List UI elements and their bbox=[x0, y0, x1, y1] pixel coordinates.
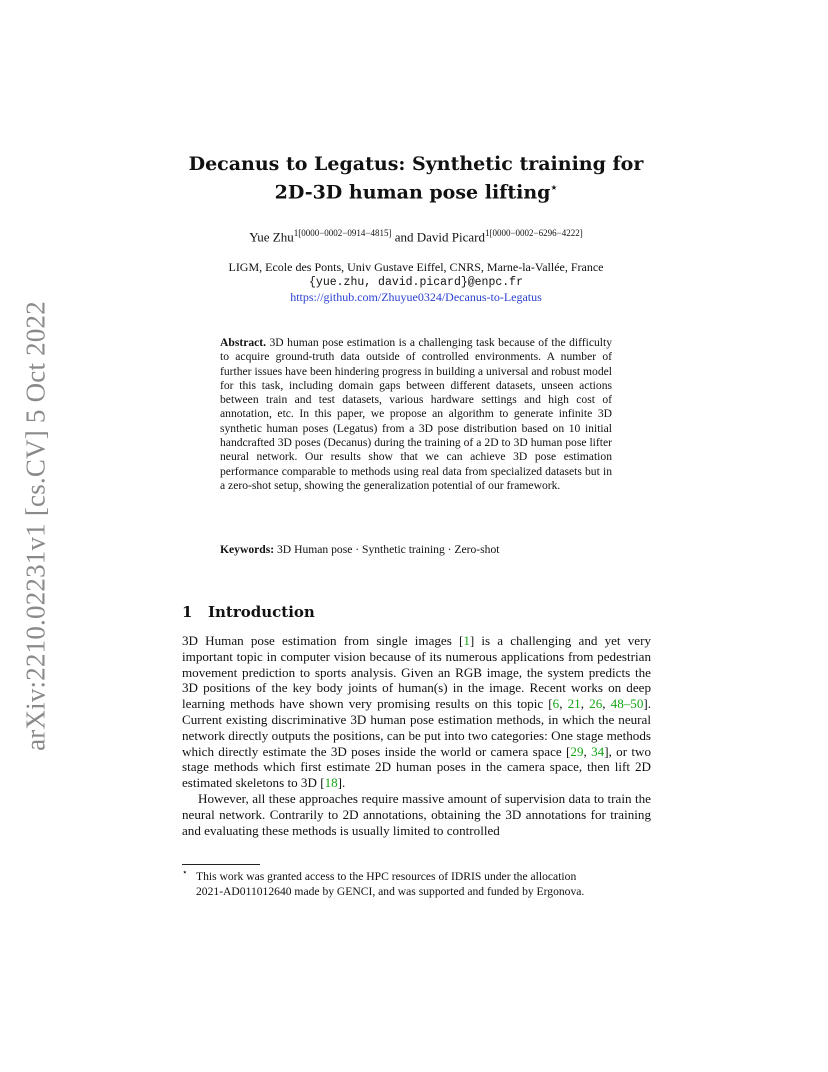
author-1: Yue Zhu bbox=[249, 229, 294, 245]
author-list bbox=[130, 228, 702, 245]
author-conj: and bbox=[391, 229, 417, 245]
section-number: 1 bbox=[182, 603, 193, 621]
footnote-text-1: This work was granted access to the HPC resources of IDRIS under the allocation bbox=[196, 870, 577, 883]
text-run: , bbox=[559, 696, 568, 712]
keywords-text: 3D Human pose · Synthetic training · Zero-shot bbox=[274, 543, 500, 556]
text-run: , bbox=[583, 743, 592, 759]
text-run: ] is a challenging and yet very important topic in computer vision because of its numerous applications from pedestrian movement prediction to sports analysis. Given an RGB image, the system predicts the 3D positions of the key body joints of human(s) in the image. Recent works on deep learning methods have shown very promising results on this topic [ bbox=[182, 633, 651, 712]
footnote-rule bbox=[182, 864, 260, 865]
abstract bbox=[220, 336, 612, 493]
footnote-line-1: ⋆ This work was granted access to the HPC resources of IDRIS under the allocation bbox=[182, 867, 577, 883]
title-line-2 bbox=[160, 176, 672, 204]
text-run: ]. Current existing discriminative 3D human pose estimation methods, in which the neural network directly outputs the positions, can be put into two categories: One stage methods which directly estimate the 3D poses inside the world or camera space [ bbox=[182, 696, 652, 759]
text-run: ]. bbox=[337, 775, 346, 791]
github-link[interactable]: https://github.com/Zhuyue0324/Decanus-to-Legatus bbox=[290, 290, 542, 304]
text-run: , bbox=[580, 696, 590, 712]
text-run: 3D Human pose estimation from single images [ bbox=[182, 633, 464, 648]
title-line-1: Decanus to Legatus: Synthetic training for bbox=[188, 153, 644, 175]
citation-link[interactable]: 18 bbox=[324, 775, 338, 791]
section-title: Introduction bbox=[208, 603, 315, 621]
introduction-body bbox=[182, 633, 651, 838]
arxiv-sidebar-stamp bbox=[16, 296, 56, 756]
citation-link[interactable]: 34 bbox=[591, 743, 605, 759]
author-1-orcid: 1[0000−0002−0914−4815] bbox=[293, 228, 392, 238]
title-star: ⋆ bbox=[550, 181, 558, 194]
footnote-line-2: 2021-AD011012640 made by GENCI, and was supported and funded by Ergonova. bbox=[196, 885, 585, 898]
citation-link[interactable]: 1 bbox=[463, 633, 470, 648]
affiliation-block bbox=[150, 260, 682, 305]
intro-paragraph-2: However, all these approaches require massive amount of supervision data to train the neural network. Contrarily to 2D annotations, obtaining the 3D annotations for training and evaluating these methods is usually limited to controlled bbox=[182, 790, 651, 838]
author-2-orcid: 1[0000−0002−6296−4222] bbox=[484, 228, 583, 238]
title-line-2-text: 2D-3D human pose lifting bbox=[274, 181, 551, 204]
abstract-label: Abstract. bbox=[220, 336, 267, 349]
keywords bbox=[220, 543, 612, 556]
citation-link[interactable]: 6 bbox=[552, 696, 560, 712]
author-emails: {yue.zhu, david.picard}@enpc.fr bbox=[309, 276, 523, 289]
citation-link[interactable]: 26 bbox=[589, 696, 603, 712]
citation-link[interactable]: 48–50 bbox=[610, 696, 644, 712]
text-run: ], or two stage methods which first estimate 2D human poses in the camera space, then lift 2D estimated skeletons to 3D [ bbox=[182, 743, 652, 791]
footnote bbox=[182, 869, 651, 899]
abstract-text: 3D human pose estimation is a challenging task because of the difficulty to acquire ground-truth data outside of controlled environments. A number of further issues have been hindering progress in building a universal and robust model for this task, including domain gaps between different datasets, unseen actions between train and test datasets, various hardware settings and high cost of annotation, etc. In this paper, we propose an algorithm to generate infinite 3D synthetic human poses (Legatus) from a 3D pose distribution based on 10 initial handcrafted 3D poses (Decanus) during the training of a 2D to 3D human pose lifter neural network. Our results show that we can achieve 3D pose estimation performance comparable to methods using real data from specialized datasets but in a zero-shot setup, showing the generalization potential of our framework. bbox=[220, 336, 612, 492]
arxiv-id: arXiv:2210.02231v1 [cs.CV] 5 Oct 2022 bbox=[20, 301, 51, 751]
text-run: , bbox=[602, 696, 611, 712]
paper-title bbox=[160, 152, 672, 204]
author-2: David Picard bbox=[416, 229, 485, 245]
affiliation-line: LIGM, Ecole des Ponts, Univ Gustave Eiffel, CNRS, Marne-la-Vallée, France bbox=[228, 260, 604, 274]
intro-paragraph-1 bbox=[182, 633, 651, 791]
citation-link[interactable]: 29 bbox=[570, 743, 584, 759]
keywords-label: Keywords: bbox=[220, 543, 275, 556]
section-heading bbox=[182, 603, 315, 621]
citation-link[interactable]: 21 bbox=[567, 696, 581, 712]
